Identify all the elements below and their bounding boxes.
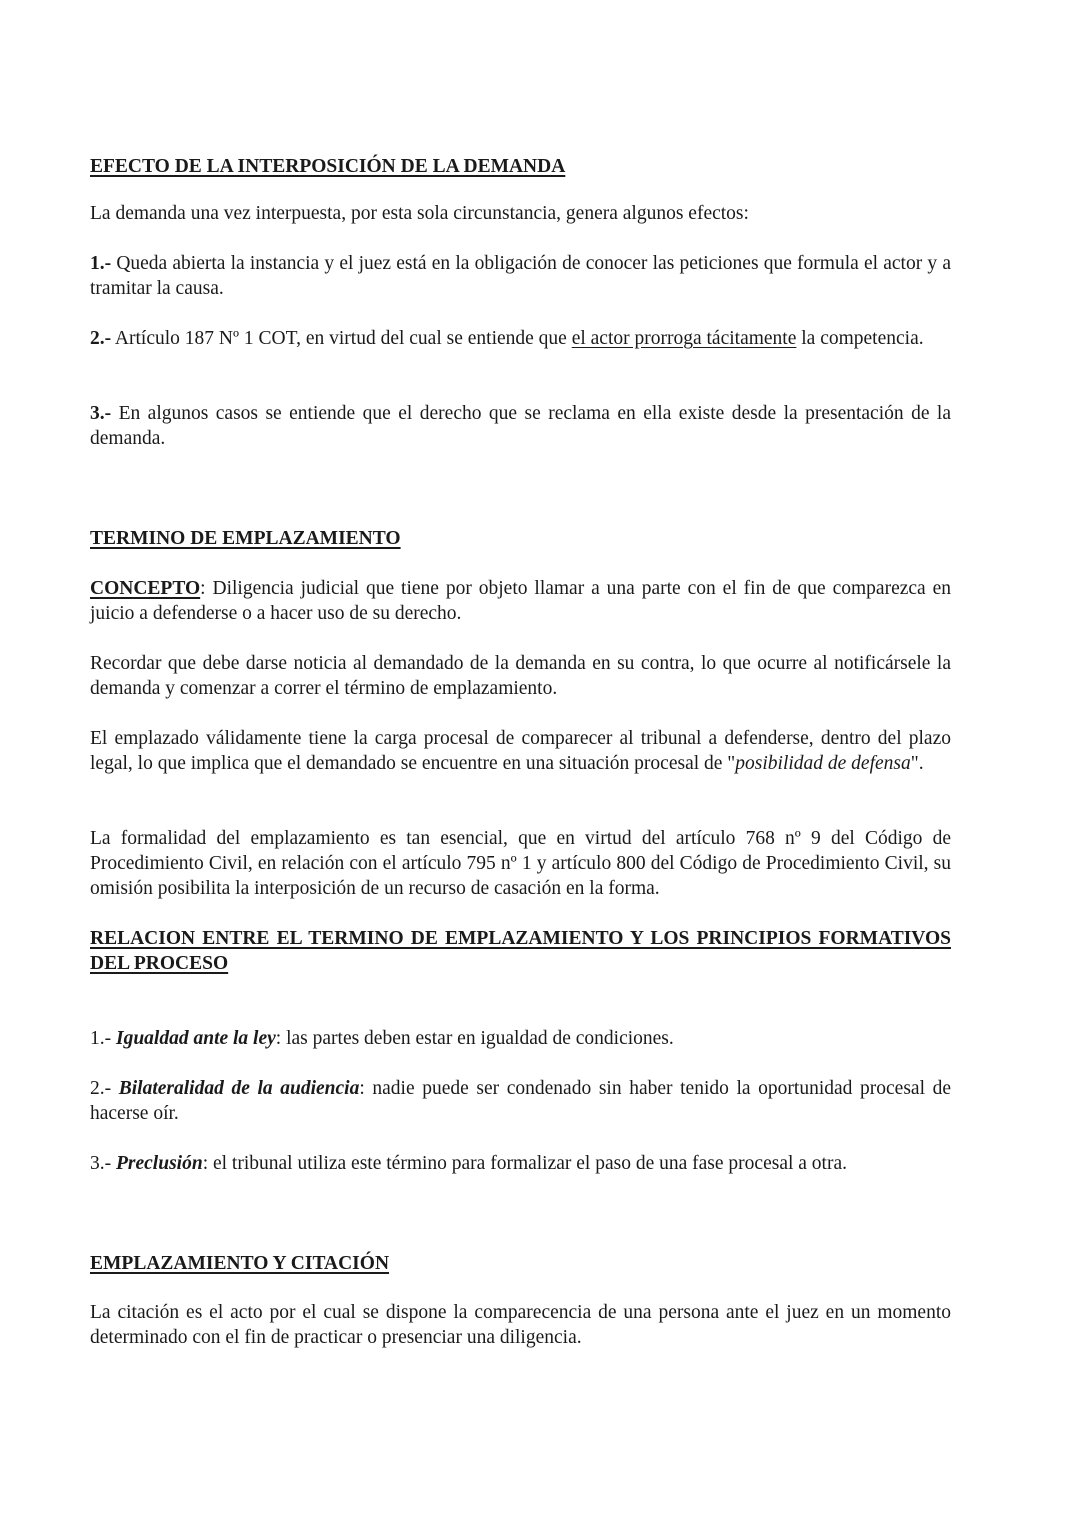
item-number: 3.- <box>90 403 112 424</box>
list-item-effect-1 <box>90 251 951 301</box>
item-number: 1.- <box>90 1028 112 1049</box>
section-intro: La demanda una vez interpuesta, por esta sola circunstancia, genera algunos efectos: <box>90 203 749 224</box>
concept-label: CONCEPTO <box>90 578 201 599</box>
item-text: En algunos casos se entiende que el derecho que se reclama en ella existe desde la presentación de la demanda. <box>90 403 951 449</box>
item-term: Preclusión <box>116 1153 203 1174</box>
section-heading-efecto: EFECTO DE LA INTERPOSICIÓN DE LA DEMANDA <box>90 156 566 177</box>
item-term: Igualdad ante la ley <box>116 1028 276 1049</box>
list-item-principle-1 <box>90 1026 951 1051</box>
item-text: : las partes deben estar en igualdad de condiciones. <box>275 1028 674 1049</box>
list-item-effect-3 <box>90 401 951 451</box>
item-number: 1.- <box>90 253 112 274</box>
item-text: : nadie puede ser condenado sin haber tenido la oportunidad procesal de hacerse oír. <box>90 1078 952 1124</box>
section-heading-citacion: EMPLAZAMIENTO Y CITACIÓN <box>90 1253 390 1274</box>
italic-term: posibilidad de defensa <box>735 753 911 774</box>
item-number: 2.- <box>90 1078 112 1099</box>
list-item-principle-3 <box>90 1151 951 1176</box>
section-heading-relacion: RELACION ENTRE EL TERMINO DE EMPLAZAMIENTO Y LOS PRINCIPIOS FORMATIVOS DEL PROCESO <box>90 928 951 974</box>
paragraph-text: El emplazado válidamente tiene la carga procesal de comparecer al tribunal a defenderse, dentro del plazo legal, lo que implica que el demandado se encuentre en una situación procesal de " <box>90 728 951 774</box>
item-number: 3.- <box>90 1153 112 1174</box>
list-item-principle-2 <box>90 1076 951 1126</box>
concept-text: : Diligencia judicial que tiene por objeto llamar a una parte con el fin de que comparezca en juicio a defenderse o a hacer uso de su derecho. <box>90 578 951 624</box>
item-text: : el tribunal utiliza este término para formalizar el paso de una fase procesal a otra. <box>202 1153 847 1174</box>
item-term: Bilateralidad de la audiencia <box>118 1078 360 1099</box>
item-text: Queda abierta la instancia y el juez está en la obligación de conocer las peticiones que formula el actor y a tramitar la causa. <box>90 253 951 299</box>
paragraph-citacion: La citación es el acto por el cual se dispone la comparecencia de una persona ante el juez en un momento determinado con el fin de practicar o presenciar una diligencia. <box>90 1302 951 1348</box>
item-number: 2.- <box>90 328 112 349</box>
item-underlined-text: el actor prorroga tácitamente <box>571 328 797 349</box>
list-item-effect-2 <box>90 326 951 351</box>
section-heading-termino: TERMINO DE EMPLAZAMIENTO <box>90 528 401 549</box>
paragraph-text: ". <box>910 753 924 774</box>
item-text: Artículo 187 Nº 1 COT, en virtud del cual se entiende que <box>111 328 572 349</box>
item-text: la competencia. <box>796 328 924 349</box>
paragraph-formalidad: La formalidad del emplazamiento es tan esencial, que en virtud del artículo 768 nº 9 del Código de Procedimiento Civil, en relación con el artículo 795 nº 1 y artículo 800 del Código de Procedimiento Civil, su omisión posibilita la interposición de un recurso de casación en la forma. <box>90 828 951 899</box>
concept-paragraph <box>90 576 951 626</box>
paragraph-emplazado <box>90 726 951 776</box>
paragraph-recordar: Recordar que debe darse noticia al demandado de la demanda en su contra, lo que ocurre al notificársele la demanda y comenzar a correr el término de emplazamiento. <box>90 653 951 699</box>
